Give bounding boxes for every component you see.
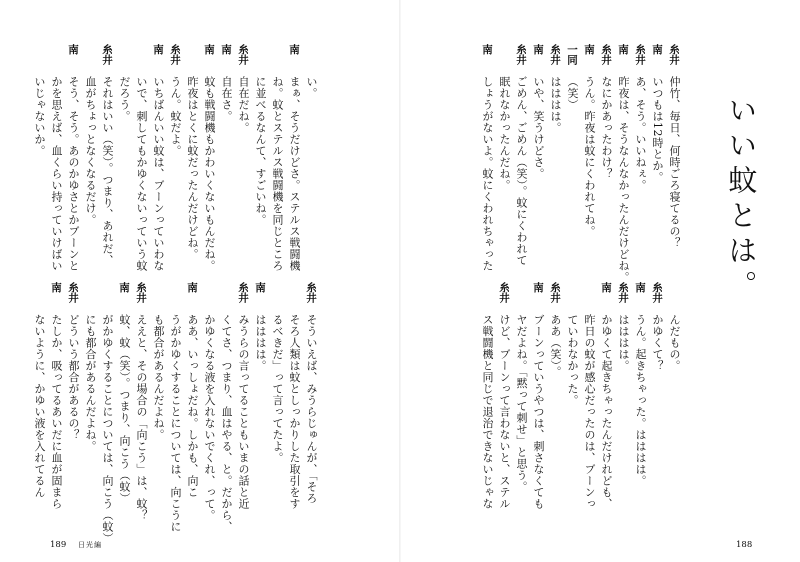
dialogue-text: ごめん、ごめん（笑）。蚊にくわれて [515, 76, 528, 266]
dialogue-line [99, 44, 115, 266]
dialogue-line [167, 282, 183, 533]
dialogue-text: 眠れなかったんだね。 [498, 76, 511, 191]
dialogue-line [201, 44, 217, 272]
dialogue-line [150, 44, 166, 272]
dialogue-line [513, 282, 529, 493]
speaker-label: 糸井 [101, 44, 113, 65]
dialogue-line [530, 282, 546, 510]
dialogue-text: ブーンっていうやつは、刺さなくても [532, 314, 545, 510]
dialogue-line [269, 44, 285, 272]
dialogue-text: うん。起きちゃった。はははは。 [634, 314, 647, 487]
dialogue-text: それはいい（笑）。つまり、あれだ、 [101, 76, 114, 266]
speaker-label: 糸井 [617, 282, 629, 303]
dialogue-line [269, 282, 285, 464]
dialogue-line [133, 44, 149, 272]
speaker-label [167, 282, 183, 314]
dialogue-text: い。 [305, 76, 318, 99]
dialogue-text: ええと、その場合の「向こう」は、蚊？ [135, 314, 148, 521]
speaker-label [479, 282, 495, 314]
dialogue-text: も都合があるんだよね。 [152, 314, 165, 441]
speaker-label: 南 [634, 282, 646, 293]
speaker-label: 南 [288, 44, 300, 55]
speaker-label [286, 282, 302, 314]
dialogue-text: 自在だね。 [237, 76, 250, 134]
dialogue-line [116, 282, 132, 504]
dialogue-line [632, 44, 648, 191]
speaker-label: 糸井 [634, 44, 646, 65]
dialogue-line [666, 282, 682, 372]
dialogue-text: なにかあったわけ？ [600, 76, 613, 180]
dialogue-text: ね。蚊とステルス戦闘機を同じところ [271, 76, 284, 272]
speaker-label [269, 282, 285, 314]
speaker-label: 糸井 [549, 282, 561, 303]
speaker-label [184, 44, 200, 76]
dialogue-text: うがかゆくすることについては、向こうに [169, 314, 182, 533]
dialogue-text: 自在さ。 [220, 76, 233, 122]
speaker-label: 南 [118, 282, 130, 293]
speaker-label: 糸井 [237, 282, 249, 303]
dialogue-text: しょうがないよ。蚊にくわれちゃった [481, 76, 494, 272]
dialogue-text: 昨夜はとくに蚊だったんだけどね。 [186, 76, 199, 260]
dialogue-text: そろ人類は蚊としっかりした取引をす [288, 314, 301, 510]
dialogue-line [303, 44, 319, 99]
speaker-label [82, 44, 98, 76]
dialogue-text: るべきだ」って言ってたよ。 [271, 314, 284, 464]
dialogue-text: んだもの。 [668, 314, 681, 372]
dialogue-text: ヤだよね。「黙って刺せ」と思う。 [515, 314, 528, 493]
speaker-label: 糸井 [237, 44, 249, 65]
dialogue-line [547, 282, 563, 378]
left-upper-dialogue [30, 44, 319, 272]
dialogue-text: 血がちょっとなくなるだけ。 [84, 76, 97, 226]
dialogue-text: 仲竹、毎日、何時ごろ寝てるの？ [668, 76, 681, 249]
speaker-label [581, 282, 597, 314]
speaker-label: 糸井 [305, 282, 317, 303]
speaker-label [48, 44, 64, 76]
dialogue-line [65, 44, 81, 272]
dialogue-line [598, 44, 614, 180]
dialogue-line [615, 282, 631, 372]
dialogue-text: そう、そう。あのかゆさとかブーンと [67, 76, 80, 272]
dialogue-line [252, 44, 268, 226]
dialogue-text: いちばんいい蚊は、ブーンっていわな [152, 76, 165, 272]
dialogue-line [632, 282, 648, 487]
speaker-label: 南 [532, 282, 544, 293]
dialogue-text: あ、そう。いいねぇ。 [634, 76, 647, 191]
speaker-label: 一同 [566, 44, 578, 65]
dialogue-text: いつもは12時とか。 [651, 76, 664, 183]
dialogue-line [303, 282, 319, 504]
speaker-label: 南 [220, 44, 232, 55]
dialogue-text: いじゃないか。 [33, 76, 46, 157]
speaker-label: 南 [651, 44, 663, 55]
speaker-label [116, 44, 132, 76]
speaker-label [82, 282, 98, 314]
dialogue-line [581, 44, 597, 237]
speaker-label [99, 282, 115, 314]
dialogue-text: ああ、いっしょだね。しかも、向こ [186, 314, 199, 498]
dialogue-line [48, 282, 64, 510]
dialogue-line [184, 44, 200, 260]
dialogue-line [218, 44, 234, 122]
dialogue-line [48, 44, 64, 272]
dialogue-line [666, 44, 682, 249]
dialogue-line [479, 44, 495, 272]
dialogue-line [65, 282, 81, 441]
dialogue-line [479, 282, 495, 510]
speaker-label [564, 282, 580, 314]
dialogue-text: がかゆくすることについては、向こう（蚊） [101, 314, 114, 544]
dialogue-line [615, 44, 631, 283]
speaker-label: 糸井 [651, 282, 663, 303]
dialogue-text: に並べるなんて、すごいね。 [254, 76, 267, 226]
speaker-label [133, 44, 149, 76]
speaker-label: 南 [583, 44, 595, 55]
dialogue-text: はははは。 [254, 314, 267, 372]
dialogue-line [133, 282, 149, 521]
dialogue-line [184, 282, 200, 498]
dialogue-line [82, 282, 98, 452]
dialogue-line [649, 282, 665, 372]
speaker-label [303, 44, 319, 76]
dialogue-text: ああ（笑）。 [549, 314, 562, 378]
speaker-label: 南 [50, 282, 62, 293]
page-number-left: 189 [50, 540, 67, 550]
dialogue-line [581, 282, 597, 510]
speaker-label: 糸井 [169, 44, 181, 65]
dialogue-line [564, 44, 580, 111]
dialogue-text: けど、ブーンって言わないと、ステル [498, 314, 511, 510]
right-lower-dialogue [478, 282, 682, 510]
speaker-label [218, 282, 234, 314]
dialogue-text: まぁ、そうだけどさ。ステルス戦闘機 [288, 76, 301, 272]
speaker-label [31, 282, 47, 314]
dialogue-line [496, 282, 512, 510]
speaker-label [150, 282, 166, 314]
dialogue-text: にも都合があるんだよね。 [84, 314, 97, 452]
dialogue-text: みうらの言ってることもいまの話と近 [237, 314, 250, 510]
page-number-right: 188 [736, 540, 753, 550]
dialogue-line [530, 44, 546, 180]
dialogue-text: そういえば、みうらじゅんが、「そろ [305, 314, 318, 504]
speaker-label [269, 44, 285, 76]
speaker-label [513, 282, 529, 314]
dialogue-text: たしか、吸ってるあいだに血が固まら [50, 314, 63, 510]
dialogue-line [496, 44, 512, 191]
dialogue-text: 昨夜は、そうなんなかったんだけどね。 [617, 76, 630, 283]
speaker-label: 糸井 [135, 282, 147, 303]
speaker-label: 南 [203, 44, 215, 55]
speaker-label [496, 44, 512, 76]
dialogue-text: （笑） [566, 76, 579, 111]
dialogue-text: ないように、かゆい液を入れてるん [33, 314, 46, 498]
dialogue-line [116, 44, 132, 122]
speaker-label: 糸井 [549, 44, 561, 65]
speaker-label [666, 282, 682, 314]
speaker-label: 糸井 [67, 282, 79, 303]
speaker-label [201, 282, 217, 314]
dialogue-line [598, 282, 614, 510]
dialogue-line [82, 44, 98, 226]
dialogue-text: うん。昨夜は蚊にくわれてね。 [583, 76, 596, 237]
dialogue-text: だろう。 [118, 76, 131, 122]
dialogue-line [167, 44, 183, 157]
dialogue-line [547, 44, 563, 134]
dialogue-text: くてさ、つまり、血はやる、と。だから、 [220, 314, 233, 533]
speaker-label: 南 [254, 282, 266, 293]
dialogue-text: いや、笑うけどさ。 [532, 76, 545, 180]
dialogue-line [286, 282, 302, 510]
speaker-label: 糸井 [498, 282, 510, 303]
speaker-label: 糸井 [600, 44, 612, 65]
speaker-label: 糸井 [515, 44, 527, 65]
dialogue-line [235, 44, 251, 134]
dialogue-text: 昨日の蚊が感心だったのは、ブーンっ [583, 314, 596, 510]
article-title: いい蚊とは。 [724, 95, 759, 305]
speaker-label: 南 [617, 44, 629, 55]
dialogue-line [31, 44, 47, 157]
dialogue-text: ていわなかった。 [566, 314, 579, 406]
dialogue-line [99, 282, 115, 544]
dialogue-text: かゆくて？ [651, 314, 664, 372]
dialogue-line [513, 44, 529, 266]
dialogue-text: かゆくて起きちゃったんだけれども、 [600, 314, 613, 510]
speaker-label: 糸井 [668, 44, 680, 65]
left-lower-dialogue [30, 282, 319, 544]
dialogue-text: 蚊、蚊（笑）。つまり、向こう（蚊） [118, 314, 131, 504]
speaker-label: 南 [600, 282, 612, 293]
left-page [0, 0, 399, 562]
dialogue-text: はははは。 [617, 314, 630, 372]
dialogue-text: どういう都合があるの？ [67, 314, 80, 441]
dialogue-line [235, 282, 251, 510]
dialogue-text: いで、刺してもかゆくないっていう蚊 [135, 76, 148, 272]
dialogue-line [218, 282, 234, 533]
dialogue-line [150, 282, 166, 441]
dialogue-line [564, 282, 580, 406]
speaker-label: 南 [186, 282, 198, 293]
speaker-label [252, 44, 268, 76]
speaker-label [31, 44, 47, 76]
dialogue-text: 蚊も戦闘機もかわいくないもんだね。 [203, 76, 216, 272]
dialogue-line [201, 282, 217, 521]
speaker-label: 南 [481, 44, 493, 55]
speaker-label: 南 [67, 44, 79, 55]
dialogue-line [252, 282, 268, 372]
dialogue-line [31, 282, 47, 498]
dialogue-line [286, 44, 302, 272]
dialogue-line [649, 44, 665, 183]
running-head: 日光編 [78, 541, 102, 549]
right-upper-dialogue [478, 44, 682, 283]
speaker-label: 南 [152, 44, 164, 55]
dialogue-text: はははは。 [549, 76, 562, 134]
dialogue-text: うん。蚊だよ。 [169, 76, 182, 157]
dialogue-text: かゆくなる液を入れないでくれ、って。 [203, 314, 216, 521]
dialogue-text: ス戦闘機と同じで退治できないじゃな [481, 314, 494, 510]
speaker-label: 南 [532, 44, 544, 55]
dialogue-text: かを思えば、血くらい持っていけばい [50, 76, 63, 272]
